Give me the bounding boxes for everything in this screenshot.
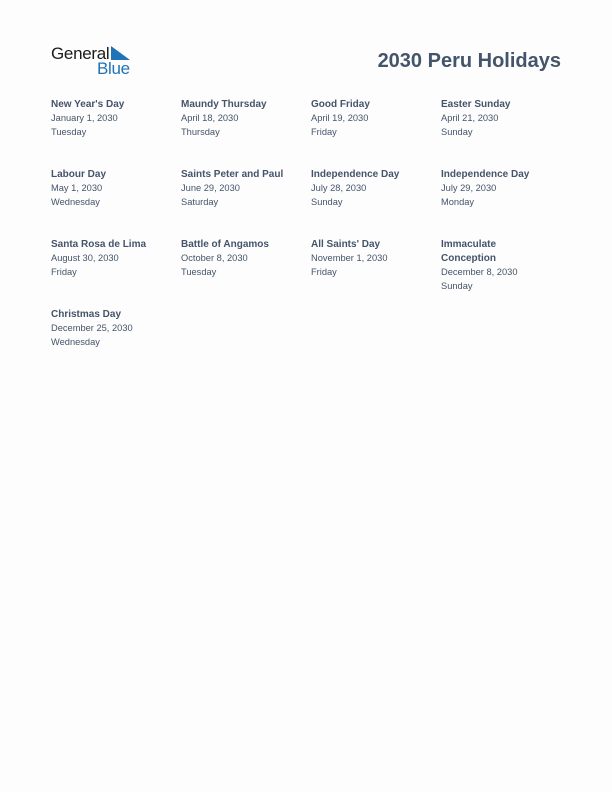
holiday-name: Maundy Thursday bbox=[181, 99, 267, 110]
holiday-name: Christmas Day bbox=[51, 309, 122, 320]
holiday-entry bbox=[51, 308, 175, 349]
holiday-date: August 30, 2030 bbox=[51, 253, 119, 263]
holiday-date: October 8, 2030 bbox=[181, 253, 248, 263]
holiday-entry bbox=[181, 98, 305, 139]
holiday-weekday: Thursday bbox=[181, 126, 220, 137]
holiday-date: April 18, 2030 bbox=[181, 113, 239, 123]
holiday-weekday: Friday bbox=[311, 126, 337, 137]
holiday-entry bbox=[441, 168, 541, 209]
holiday-weekday: Wednesday bbox=[51, 196, 100, 207]
holiday-date: July 28, 2030 bbox=[311, 183, 367, 193]
generalblue-logo bbox=[51, 44, 141, 78]
holiday-entry bbox=[51, 168, 175, 209]
holiday-name: Good Friday bbox=[311, 99, 370, 110]
holiday-weekday: Tuesday bbox=[51, 126, 87, 137]
holiday-name: Saints Peter and Paul bbox=[181, 169, 284, 180]
holiday-date: April 21, 2030 bbox=[441, 113, 499, 123]
holiday-entry bbox=[181, 168, 305, 209]
holiday-weekday: Friday bbox=[51, 266, 77, 277]
holiday-entry bbox=[181, 238, 305, 279]
holiday-date: June 29, 2030 bbox=[181, 183, 240, 193]
holiday-name: Easter Sunday bbox=[441, 99, 511, 110]
holiday-name: New Year's Day bbox=[51, 99, 125, 110]
holiday-weekday: Monday bbox=[441, 196, 475, 207]
holiday-date: April 19, 2030 bbox=[311, 113, 369, 123]
holiday-name: Independence Day bbox=[441, 169, 530, 180]
holiday-date: December 25, 2030 bbox=[51, 323, 133, 333]
holiday-entry bbox=[441, 238, 541, 293]
holiday-entry bbox=[311, 98, 435, 139]
holiday-name: Independence Day bbox=[311, 169, 400, 180]
holiday-weekday: Wednesday bbox=[51, 336, 100, 347]
holiday-weekday: Friday bbox=[311, 266, 337, 277]
holiday-name: Santa Rosa de Lima bbox=[51, 239, 147, 250]
holiday-weekday: Saturday bbox=[181, 196, 219, 207]
holiday-date: December 8, 2030 bbox=[441, 267, 518, 277]
holiday-weekday: Tuesday bbox=[181, 266, 217, 277]
holiday-weekday: Sunday bbox=[311, 196, 343, 207]
logo-word-general: General bbox=[51, 44, 110, 63]
holiday-entry bbox=[311, 168, 435, 209]
holiday-name: Labour Day bbox=[51, 169, 107, 180]
holiday-entry bbox=[311, 238, 435, 279]
holiday-date: July 29, 2030 bbox=[441, 183, 497, 193]
holiday-entry bbox=[441, 98, 541, 139]
holiday-date: May 1, 2030 bbox=[51, 183, 103, 193]
page-title: 2030 Peru Holidays bbox=[377, 50, 561, 72]
holiday-name: All Saints' Day bbox=[311, 239, 381, 250]
holiday-entry bbox=[51, 238, 175, 279]
holiday-name: Immaculate Conception bbox=[441, 239, 497, 264]
logo-triangle-icon bbox=[111, 46, 130, 60]
logo-word-blue: Blue bbox=[97, 59, 130, 78]
holiday-weekday: Sunday bbox=[441, 280, 473, 291]
holiday-date: November 1, 2030 bbox=[311, 253, 388, 263]
holiday-date: January 1, 2030 bbox=[51, 113, 118, 123]
holiday-name: Battle of Angamos bbox=[181, 239, 269, 250]
holiday-entry bbox=[51, 98, 175, 139]
holiday-weekday: Sunday bbox=[441, 126, 473, 137]
